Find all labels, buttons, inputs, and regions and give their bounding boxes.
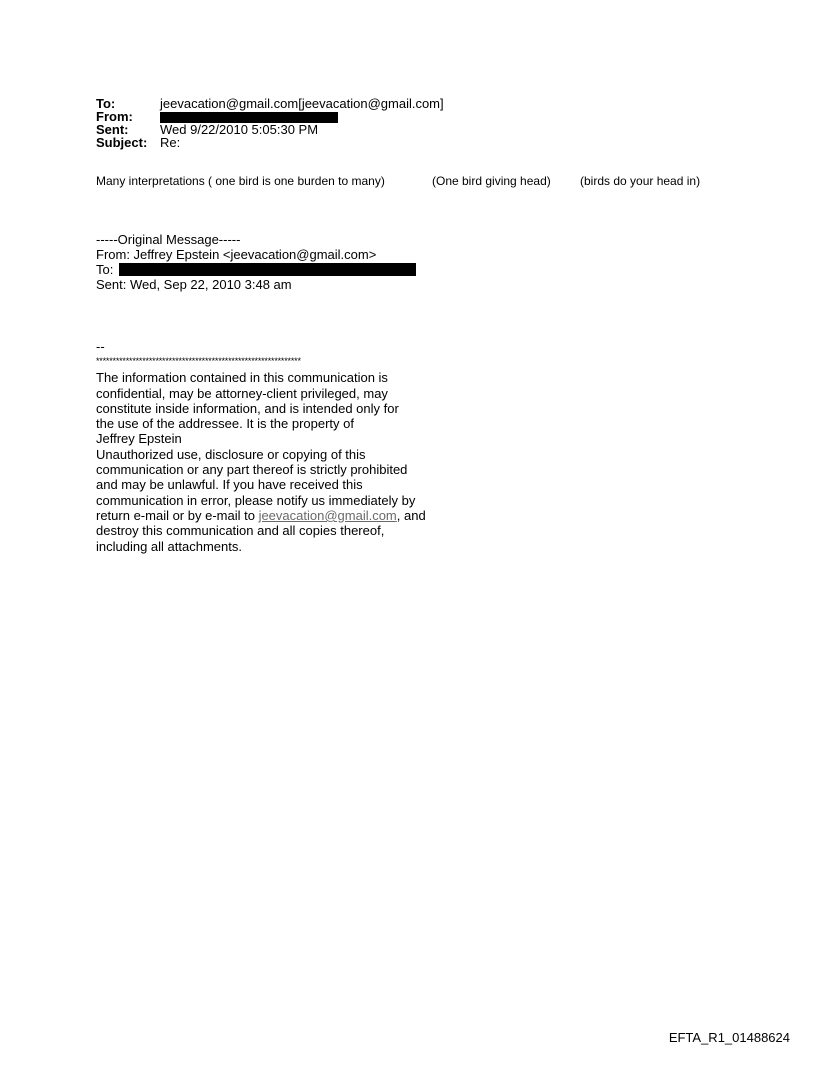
- disclaimer-return-line: [96, 508, 456, 523]
- original-message: [96, 232, 376, 292]
- disclaimer-line: The information contained in this communication is: [96, 370, 388, 386]
- original-to-label: To:: [96, 262, 114, 277]
- disclaimer-line: constitute inside information, and is intended only for: [96, 400, 399, 416]
- disclaimer-line: including all attachments.: [96, 538, 242, 554]
- subject-value: Re:: [160, 135, 181, 150]
- to-value: jeevacation@gmail.com[jeevacation@gmail.com]: [160, 96, 444, 111]
- disclaimer-line: destroy this communication and all copies thereof,: [96, 523, 385, 539]
- redaction-bar: [119, 263, 416, 276]
- disclaimer-line: communication in error, please notify us immediately by: [96, 492, 416, 508]
- disclaimer-line: confidential, may be attorney-client privileged, may: [96, 385, 388, 401]
- return-suffix: , and: [396, 507, 426, 523]
- body-text-3: (birds do your head in): [580, 174, 701, 188]
- disclaimer-line: Jeffrey Epstein: [96, 431, 182, 447]
- disclaimer-line: Unauthorized use, disclosure or copying of this: [96, 446, 366, 462]
- disclaimer-line: communication or any part thereof is strictly prohibited: [96, 462, 408, 478]
- subject-label: Subject:: [96, 135, 148, 150]
- original-sent: Sent: Wed, Sep 22, 2010 3:48 am: [96, 277, 292, 292]
- return-prefix: return e-mail or by e-mail to: [96, 507, 259, 523]
- original-separator: -----Original Message-----: [96, 232, 241, 247]
- disclaimer-line: the use of the addressee. It is the property of: [96, 416, 354, 432]
- to-label: To:: [96, 96, 116, 111]
- document-id-stamp: EFTA_R1_01488624: [668, 1030, 790, 1045]
- email-link[interactable]: jeevacation@gmail.com: [258, 507, 397, 523]
- sent-value: Wed 9/22/2010 5:05:30 PM: [160, 122, 319, 137]
- body-text-2: (One bird giving head): [432, 174, 551, 188]
- disclaimer: [96, 339, 456, 554]
- signature-dashes: --: [96, 339, 105, 354]
- body-text-1: Many interpretations ( one bird is one burden to many): [96, 174, 385, 188]
- sent-label: Sent:: [96, 122, 129, 137]
- from-label: From:: [96, 109, 133, 124]
- stars-divider: **************************************************************: [96, 356, 301, 367]
- original-to-row: [96, 262, 376, 277]
- message-body: [96, 174, 701, 188]
- disclaimer-line: and may be unlawful. If you have received this: [96, 477, 363, 493]
- original-from: From: Jeffrey Epstein <jeevacation@gmail.com>: [96, 247, 377, 262]
